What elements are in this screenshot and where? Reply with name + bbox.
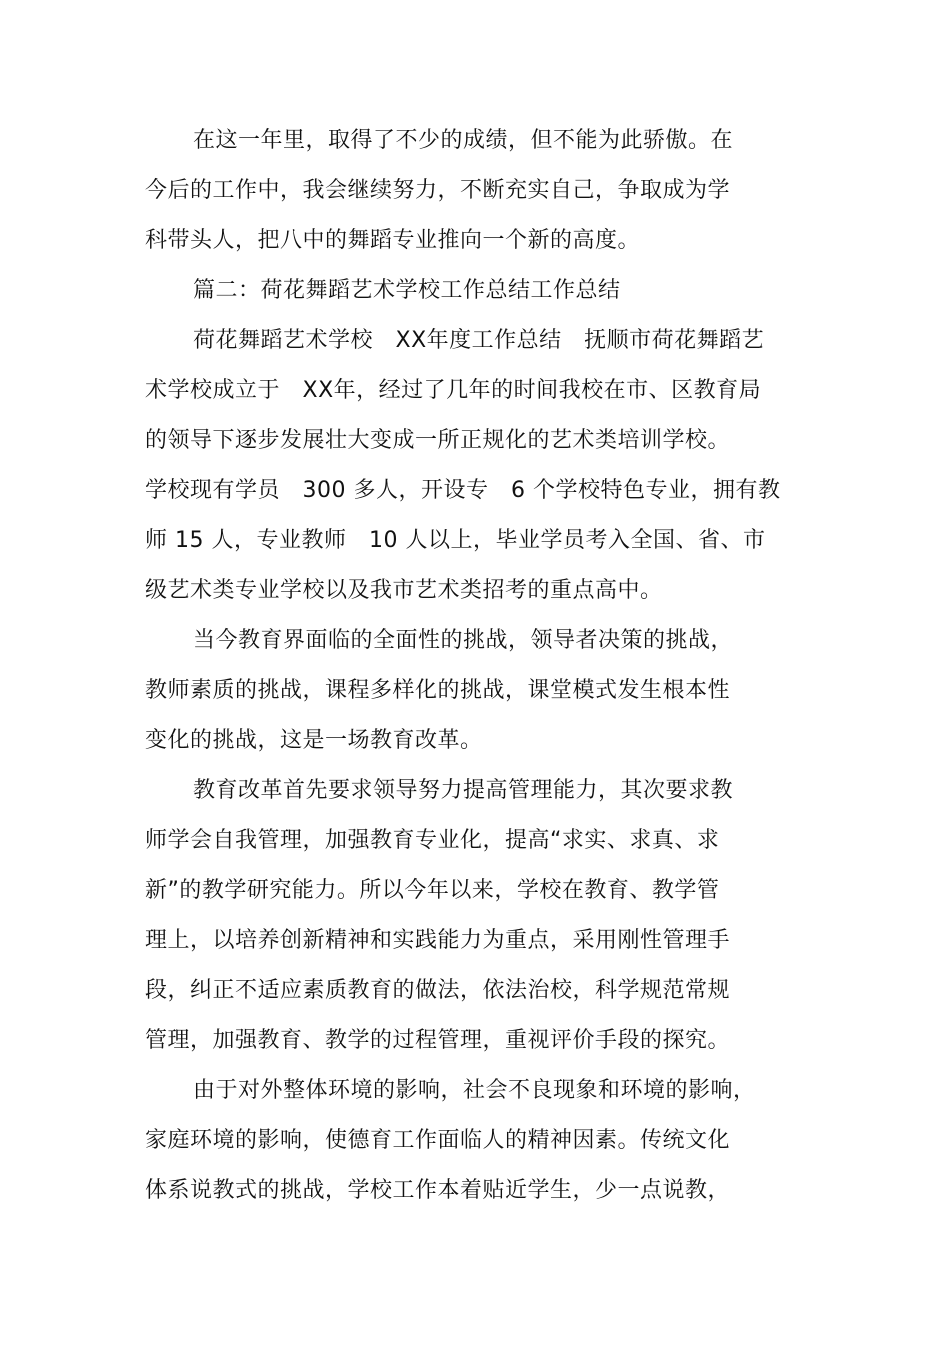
text-line: 教师素质的挑战，课程多样化的挑战，课堂模式发生根本性 xyxy=(145,678,731,703)
text-line: 管理，加强教育、教学的过程管理，重视评价手段的探究。 xyxy=(145,1028,731,1053)
text-line: 理上，以培养创新精神和实践能力为重点，采用刚性管理手 xyxy=(145,928,731,953)
text-line: 今后的工作中，我会继续努力，不断充实自己，争取成为学 xyxy=(145,178,731,203)
text-line: 新”的教学研究能力。所以今年以来，学校在教育、教学管 xyxy=(145,878,720,903)
text-line: 体系说教式的挑战，学校工作本着贴近学生，少一点说教， xyxy=(145,1178,731,1203)
text-line: 荷花舞蹈艺术学校 XX年度工作总结 抚顺市荷花舞蹈艺 xyxy=(193,328,765,353)
text-line: 师 15 人，专业教师 10 人以上，毕业学员考入全国、省、市 xyxy=(145,528,766,553)
text-line: 级艺术类专业学校以及我市艺术类招考的重点高中。 xyxy=(145,578,663,603)
text-line: 变化的挑战，这是一场教育改革。 xyxy=(145,728,483,753)
text-line: 由于对外整体环境的影响，社会不良现象和环境的影响， xyxy=(193,1078,756,1103)
text-line: 家庭环境的影响，使德育工作面临人的精神因素。传统文化 xyxy=(145,1128,731,1153)
text-line: 段，纠正不适应素质教育的做法，依法治校，科学规范常规 xyxy=(145,978,731,1003)
text-line: 科带头人，把八中的舞蹈专业推向一个新的高度。 xyxy=(145,228,641,253)
section-heading: 篇二：荷花舞蹈艺术学校工作总结工作总结 xyxy=(193,278,621,303)
text-line: 术学校成立于 XX年，经过了几年的时间我校在市、区教育局 xyxy=(145,378,762,403)
text-line: 当今教育界面临的全面性的挑战，领导者决策的挑战， xyxy=(193,628,734,653)
text-line: 在这一年里，取得了不少的成绩，但不能为此骄傲。在 xyxy=(193,128,734,153)
text-line: 学校现有学员 300 多人，开设专 6 个学校特色专业，拥有教 xyxy=(145,478,781,503)
text-line: 的领导下逐步发展壮大变成一所正规化的艺术类培训学校。 xyxy=(145,428,731,453)
text-line: 师学会自我管理，加强教育专业化，提高“求实、求真、求 xyxy=(145,828,720,853)
text-line: 教育改革首先要求领导努力提高管理能力，其次要求教 xyxy=(193,778,734,803)
